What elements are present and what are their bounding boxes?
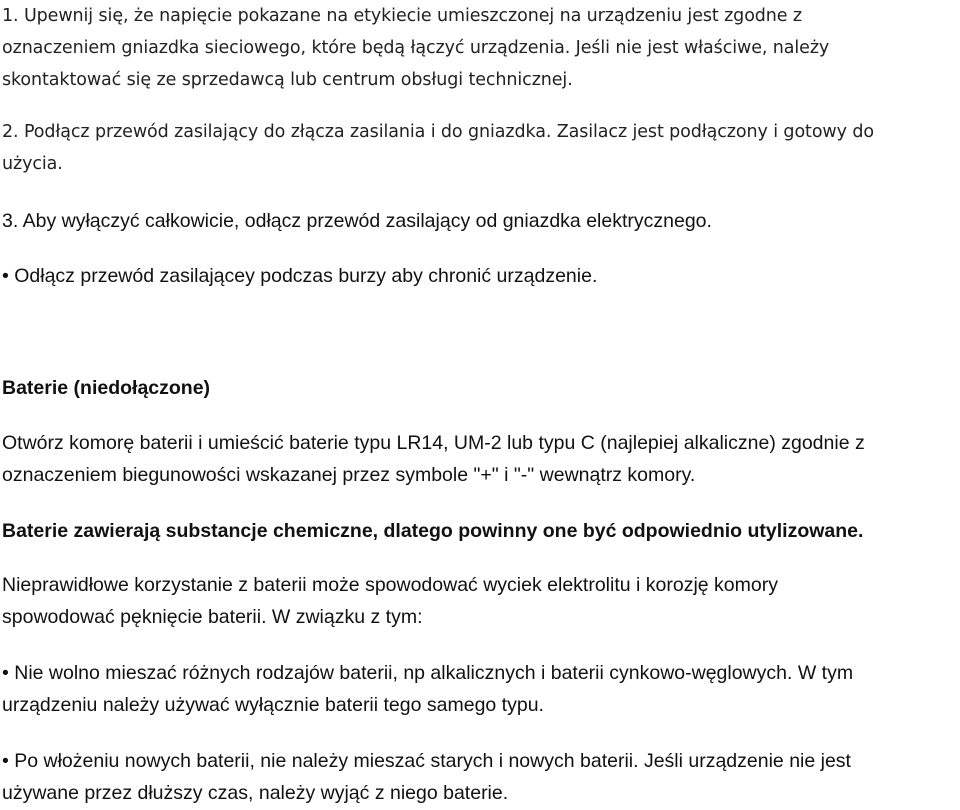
text-line: Baterie zawierają substancje chemiczne, dlatego powinny one być odpowiednio utylizowane. (2, 520, 864, 542)
text-line: • Nie wolno mieszać różnych rodzajów baterii, np alkalicznych i baterii cynkowo-węglowych. W tym (2, 662, 854, 684)
text-line: • Po włożeniu nowych baterii, nie należy mieszać starych i nowych baterii. Jeśli urządzenie nie jest (2, 750, 851, 772)
storm-warning-bullet (2, 260, 958, 292)
text-line: Nieprawidłowe korzystanie z baterii może spowodować wyciek elektrolitu i korozję komory (2, 574, 778, 596)
text-line: używane przez dłuższy czas, należy wyjąć z niego baterie. (2, 782, 509, 804)
section-heading: Baterie (niedołączone) (2, 377, 211, 399)
text-line: spowodować pęknięcie baterii. W związku z tym: (2, 606, 423, 628)
text-line: urządzeniu należy używać wyłącznie baterii tego samego typu. (2, 694, 544, 716)
text-line: • Odłącz przewód zasilającey podczas burzy aby chronić urządzenie. (2, 265, 598, 287)
text-line: Otwórz komorę baterii i umieścić baterie typu LR14, UM-2 lub typu C (najlepiej alkaliczne) zgodnie z (2, 432, 865, 454)
battery-misuse-paragraph (2, 569, 958, 633)
text-line: 1. Upewnij się, że napięcie pokazane na etykiecie umieszczonej na urządzeniu jest zgodne z (2, 6, 803, 26)
text-line: użycia. (2, 154, 63, 174)
battery-disposal-warning (2, 515, 958, 547)
battery-insertion-paragraph (2, 427, 958, 491)
instruction-step-2 (2, 116, 958, 180)
instruction-step-1 (2, 0, 958, 96)
text-line: oznaczeniem gniazdka sieciowego, które będą łączyć urządzenia. Jeśli nie jest właściwe, należy (2, 38, 830, 58)
battery-replacement-bullet (2, 745, 958, 809)
battery-mixing-bullet (2, 657, 958, 721)
text-line: 3. Aby wyłączyć całkowicie, odłącz przewód zasilający od gniazdka elektrycznego. (2, 210, 712, 232)
text-line: oznaczeniem biegunowości wskazanej przez symbole "+" i "-" wewnątrz komory. (2, 464, 696, 486)
batteries-heading (2, 372, 958, 404)
text-line: 2. Podłącz przewód zasilający do złącza zasilania i do gniazdka. Zasilacz jest podłączony i gotowy do (2, 122, 874, 142)
text-line: skontaktować się ze sprzedawcą lub centrum obsługi technicznej. (2, 70, 573, 90)
instruction-step-3 (2, 205, 958, 237)
